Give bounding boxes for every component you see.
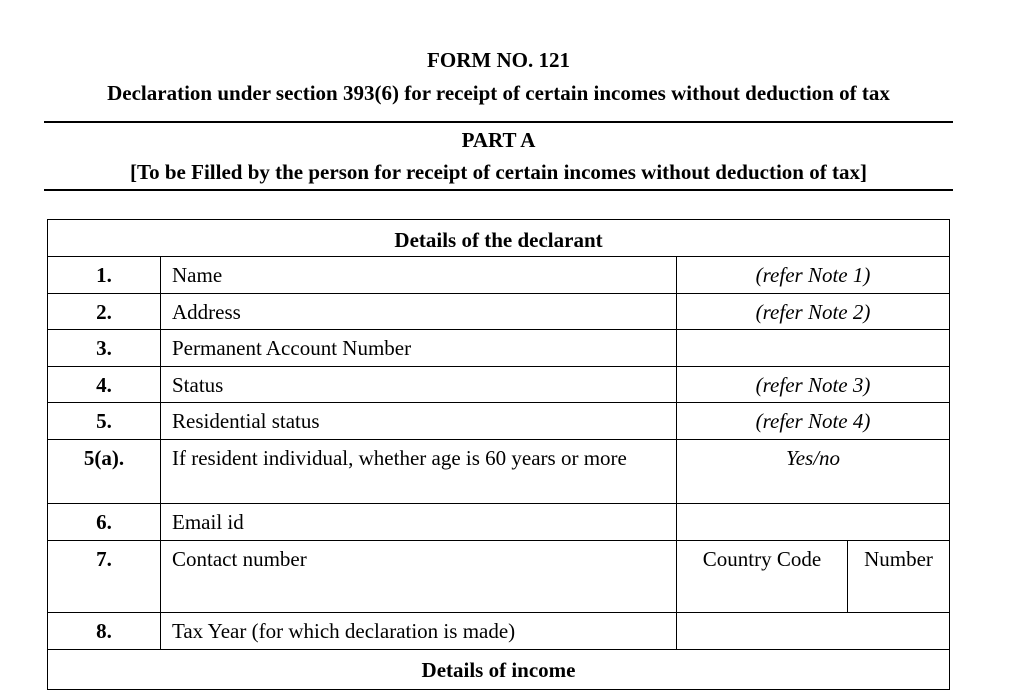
row-number: 7.: [48, 541, 161, 613]
row-label: Email id: [161, 504, 677, 541]
row-label: Permanent Account Number: [161, 330, 677, 367]
table-row: [48, 367, 950, 403]
form-number: FORM NO. 121: [427, 48, 570, 72]
row-note[interactable]: (refer Note 1): [677, 257, 950, 294]
row-note[interactable]: Yes/no: [677, 440, 950, 504]
declarant-details-table: [47, 219, 950, 690]
table-row: [48, 504, 950, 541]
row-label: Contact number: [161, 541, 677, 613]
table-row: [48, 541, 950, 613]
row-label: Status: [161, 367, 677, 403]
row-value-field[interactable]: [677, 613, 950, 650]
row-label: Residential status: [161, 403, 677, 440]
row-number: 2.: [48, 294, 161, 330]
table-row: [48, 403, 950, 440]
row-number: 5.: [48, 403, 161, 440]
row-number: 8.: [48, 613, 161, 650]
row-note[interactable]: (refer Note 4): [677, 403, 950, 440]
form-subtitle: Declaration under section 393(6) for receipt of certain incomes without deduction of tax: [107, 81, 890, 105]
row-note[interactable]: (refer Note 2): [677, 294, 950, 330]
row-number: 4.: [48, 367, 161, 403]
row-label: Name: [161, 257, 677, 294]
part-heading: PART A: [461, 128, 536, 152]
row-label: Tax Year (for which declaration is made): [161, 613, 677, 650]
number-cell[interactable]: Number: [848, 541, 950, 613]
row-number: 1.: [48, 257, 161, 294]
country-code-cell[interactable]: Country Code: [677, 541, 848, 613]
bottom-rule: [44, 189, 953, 191]
row-number: 5(a).: [48, 440, 161, 504]
section-title-income: Details of income: [48, 650, 950, 690]
row-note[interactable]: (refer Note 3): [677, 367, 950, 403]
section-title-declarant: Details of the declarant: [48, 220, 950, 257]
row-value-field[interactable]: [677, 330, 950, 367]
row-number: 6.: [48, 504, 161, 541]
table-row: [48, 440, 950, 504]
table-row: [48, 257, 950, 294]
row-label: Address: [161, 294, 677, 330]
table-row: [48, 330, 950, 367]
table-row: [48, 294, 950, 330]
top-rule: [44, 121, 953, 123]
table-row: [48, 613, 950, 650]
row-label: If resident individual, whether age is 60 years or more: [161, 440, 677, 504]
row-value-field[interactable]: [677, 504, 950, 541]
row-number: 3.: [48, 330, 161, 367]
part-note: [To be Filled by the person for receipt of certain incomes without deduction of tax]: [130, 160, 867, 184]
section-header-row: [48, 220, 950, 257]
